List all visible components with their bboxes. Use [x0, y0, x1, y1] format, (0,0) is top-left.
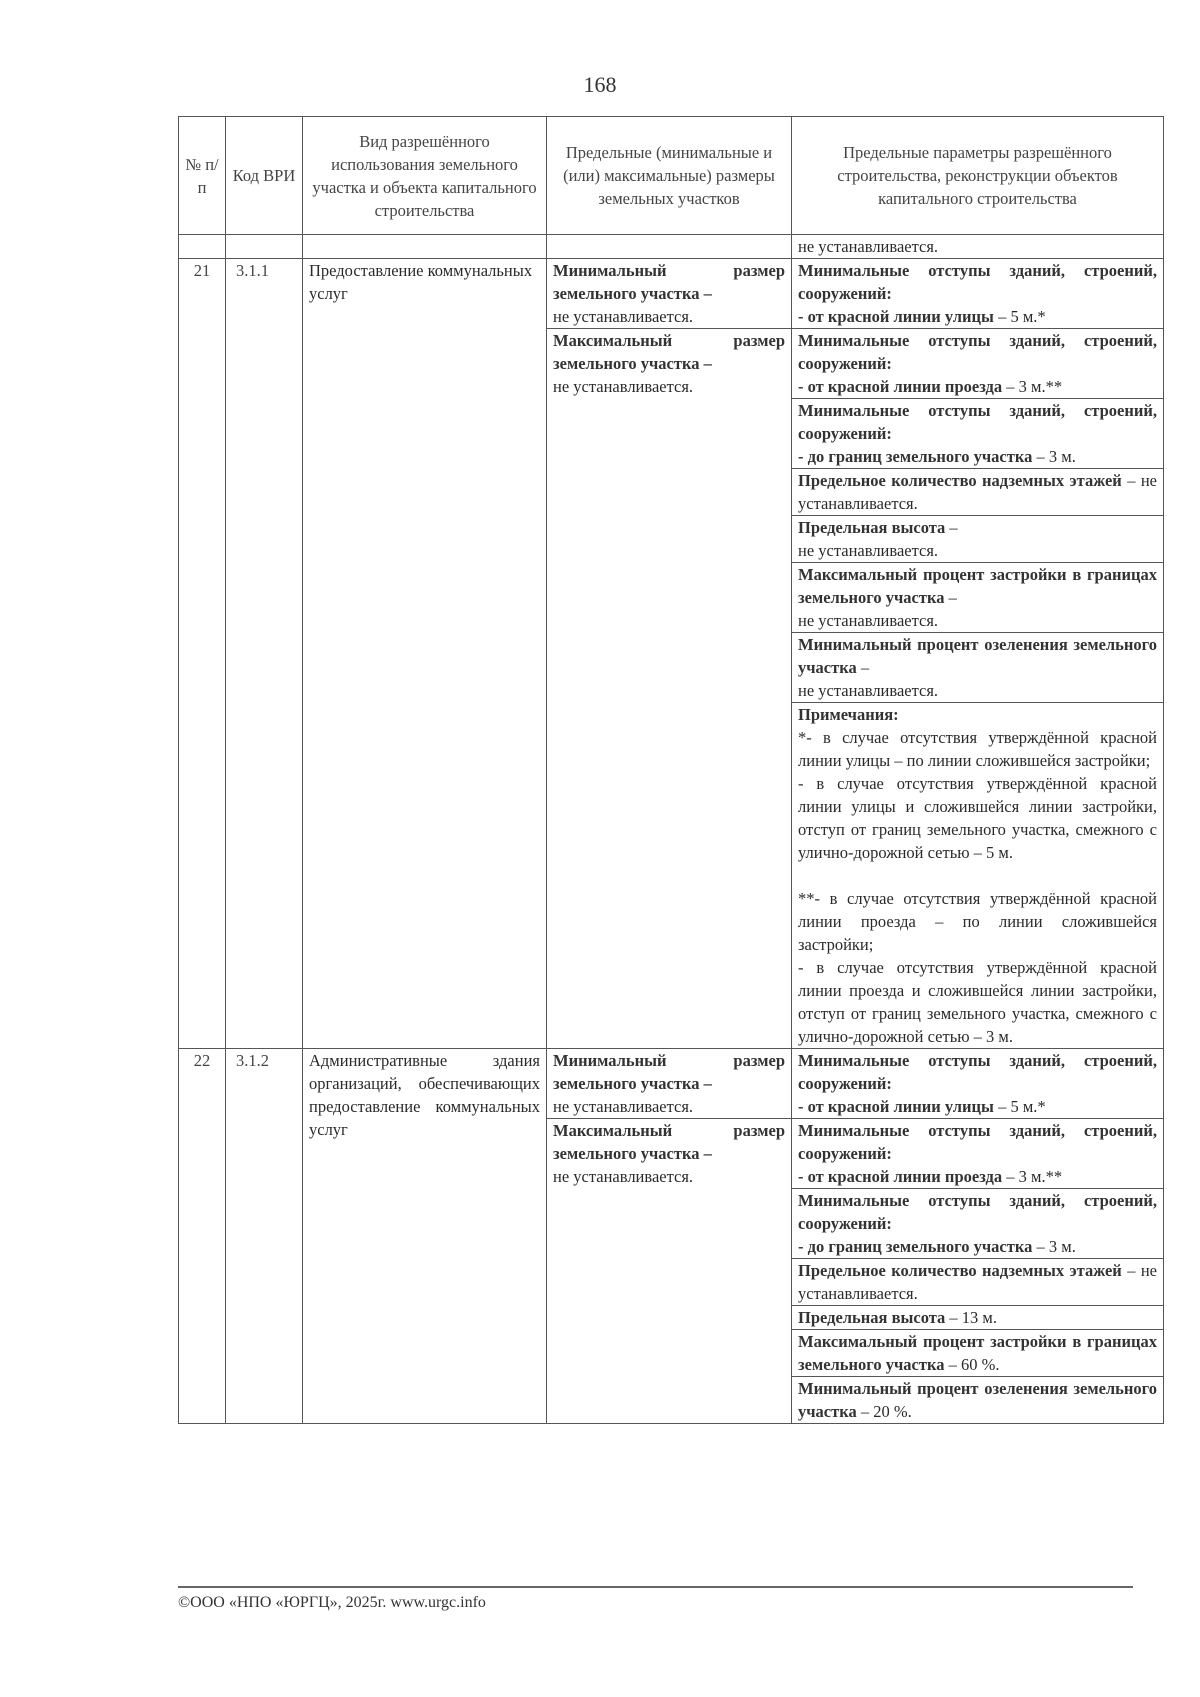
param-cell: Максимальный процент застройки в границах земельного участка – 60 %.	[792, 1330, 1164, 1377]
row-num: 22	[179, 1049, 226, 1424]
header-params: Предельные параметры разрешённого строительства, реконструкции объектов капитального строительства	[792, 117, 1164, 235]
regulations-table	[178, 116, 1164, 1424]
note: *- в случае отсутствия утверждённой красной линии улицы – по линии сложившейся застройки;	[798, 728, 1157, 770]
table-header-row	[179, 117, 1164, 235]
param-cell: Минимальные отступы зданий, строений, сооружений: - от красной линии улицы – 5 м.*	[792, 259, 1164, 329]
param-cell: Предельная высота – 13 м.	[792, 1306, 1164, 1330]
row-kind: Административные здания организаций, обеспечивающих предоставление коммунальных услуг	[303, 1049, 547, 1424]
note: - в случае отсутствия утверждённой красной линии проезда и сложившейся линии застройки, отступ от границ земельного участка, смежного с улично-дорожной сетью – 3 м.	[798, 958, 1157, 1046]
param-cell: Минимальные отступы зданий, строений, сооружений: - до границ земельного участка – 3 м.	[792, 1189, 1164, 1259]
header-num: № п/п	[179, 117, 226, 235]
note: **- в случае отсутствия утверждённой красной линии проезда – по линии сложившейся застройки;	[798, 889, 1157, 954]
max-size-cell: Максимальный размер земельного участка – не устанавливается.	[547, 329, 792, 1049]
header-sizes: Предельные (минимальные и (или) максимальные) размеры земельных участков	[547, 117, 792, 235]
row-code: 3.1.2	[226, 1049, 303, 1424]
page-number: 168	[583, 72, 617, 97]
param-cell: Минимальные отступы зданий, строений, сооружений: - от красной линии улицы – 5 м.*	[792, 1049, 1164, 1119]
header-kind: Вид разрешённого использования земельного участка и объекта капитального строительства	[303, 117, 547, 235]
row-kind: Предоставление коммунальных услуг	[303, 259, 547, 1049]
param-cell: Минимальный процент озеленения земельного участка – не устанавливается.	[792, 633, 1164, 703]
param-cell: Минимальные отступы зданий, строений, сооружений: - до границ земельного участка – 3 м.	[792, 399, 1164, 469]
param-cell: Минимальные отступы зданий, строений, сооружений: - от красной линии проезда – 3 м.**	[792, 329, 1164, 399]
param-cell: Минимальный процент озеленения земельного участка – 20 %.	[792, 1377, 1164, 1424]
row-num: 21	[179, 259, 226, 1049]
table-row	[179, 235, 1164, 259]
table-row	[179, 259, 1164, 329]
max-size-cell: Максимальный размер земельного участка – не устанавливается.	[547, 1119, 792, 1424]
param-cell: Предельное количество надземных этажей – не устанавливается.	[792, 1259, 1164, 1306]
footer-copyright: ©ООО «НПО «ЮРГЦ», 2025г. www.urgc.info	[178, 1594, 486, 1611]
continuation-text: не устанавливается.	[792, 235, 1164, 259]
param-cell: Минимальные отступы зданий, строений, сооружений: - от красной линии проезда – 3 м.**	[792, 1119, 1164, 1189]
param-cell: Предельное количество надземных этажей – не устанавливается.	[792, 469, 1164, 516]
param-cell: Максимальный процент застройки в границах земельного участка – не устанавливается.	[792, 563, 1164, 633]
min-size-cell: Минимальный размер земельного участка – не устанавливается.	[547, 259, 792, 329]
note: - в случае отсутствия утверждённой красной линии улицы и сложившейся линии застройки, отступ от границ земельного участка, смежного с улично-дорожной сетью – 5 м.	[798, 774, 1157, 862]
header-code: Код ВРИ	[226, 117, 303, 235]
table-row	[179, 1049, 1164, 1119]
param-cell: Предельная высота – не устанавливается.	[792, 516, 1164, 563]
notes-cell	[792, 703, 1164, 1049]
footer-divider	[178, 1586, 1133, 1588]
min-size-cell: Минимальный размер земельного участка – не устанавливается.	[547, 1049, 792, 1119]
row-code: 3.1.1	[226, 259, 303, 1049]
notes-title: Примечания:	[798, 705, 899, 724]
